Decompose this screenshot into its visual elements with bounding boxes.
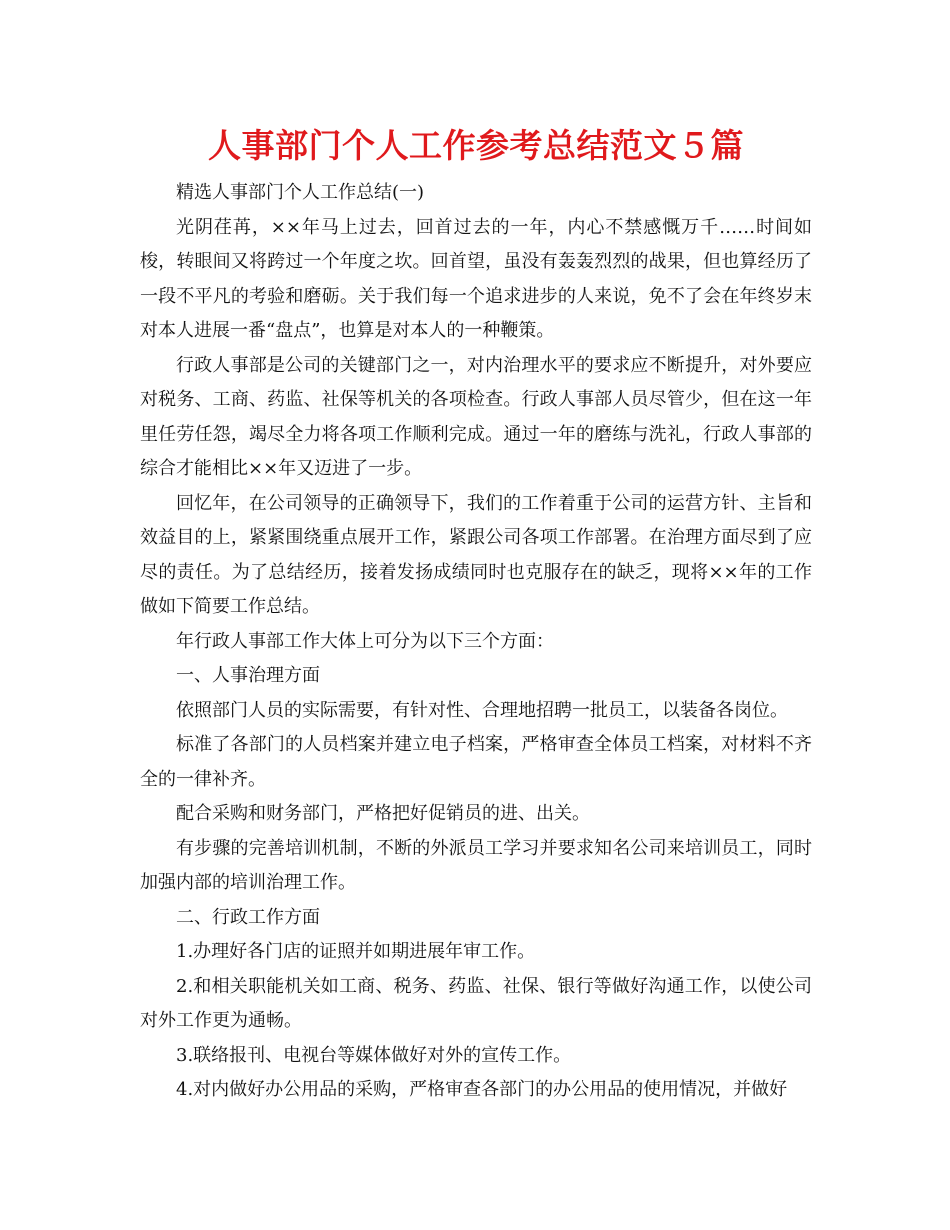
body-paragraph: 有步骤的完善培训机制，不断的外派员工学习并要求知名公司来培训员工，同时加强内部的培训治理工作。 [140, 837, 812, 893]
list-item: 1.办理好各门店的证照并如期进展年审工作。 [176, 941, 536, 962]
body-paragraph: 标准了各部门的人员档案并建立电子档案，严格审查全体员工档案，对材料不齐全的一律补齐。 [140, 734, 812, 790]
body-paragraph: 回忆年，在公司领导的正确领导下，我们的工作着重于公司的运营方针、主旨和效益目的上，紧紧围绕重点展开工作，紧跟公司各项工作部署。在治理方面尽到了应尽的责任。为了总结经历，接着发扬成绩同时也克服存在的缺乏，现将××年的工作做如下简要工作总结。 [140, 492, 812, 617]
body-paragraph: 年行政人事部工作大体上可分为以下三个方面： [176, 630, 554, 652]
body-paragraph: 依照部门人员的实际需要，有针对性、合理地招聘一批员工，以装备各岗位。 [176, 699, 788, 721]
list-item: 3.联络报刊、电视台等媒体做好对外的宣传工作。 [176, 1044, 572, 1066]
body-paragraph: 光阴荏苒，××年马上过去，回首过去的一年，内心不禁感慨万千……时间如梭，转眼间又将跨过一个年度之坎。回首望，虽没有轰轰烈烈的战果，但也算经历了一段不平凡的考验和磨砺。关于我们每一个追求进步的人来说，免不了会在年终岁末对本人进展一番“盘点”，也算是对本人的一种鞭策。 [140, 216, 812, 341]
list-item: 2.和相关职能机关如工商、税务、药监、社保、银行等做好沟通工作，以使公司对外工作更为通畅。 [140, 975, 812, 1031]
list-item: 4.对内做好办公用品的采购，严格审查各部门的办公用品的使用情况，并做好 [176, 1079, 788, 1100]
section-heading: 精选人事部门个人工作总结(一) [176, 182, 425, 203]
document-body [140, 122, 812, 1108]
section-heading: 二、行政工作方面 [176, 906, 320, 928]
section-heading: 一、人事治理方面 [176, 665, 320, 686]
document-title: 人事部门个人工作参考总结范文５篇 [208, 126, 744, 165]
body-paragraph: 行政人事部是公司的关键部门之一，对内治理水平的要求应不断提升，对外要应对税务、工商、药监、社保等机关的各项检查。行政人事部人员尽管少，但在这一年里任劳任怨，竭尽全力将各项工作顺利完成。通过一年的磨练与洗礼，行政人事部的综合才能相比××年又迈进了一步。 [140, 354, 812, 479]
body-paragraph: 配合采购和财务部门，严格把好促销员的进、出关。 [176, 803, 590, 824]
